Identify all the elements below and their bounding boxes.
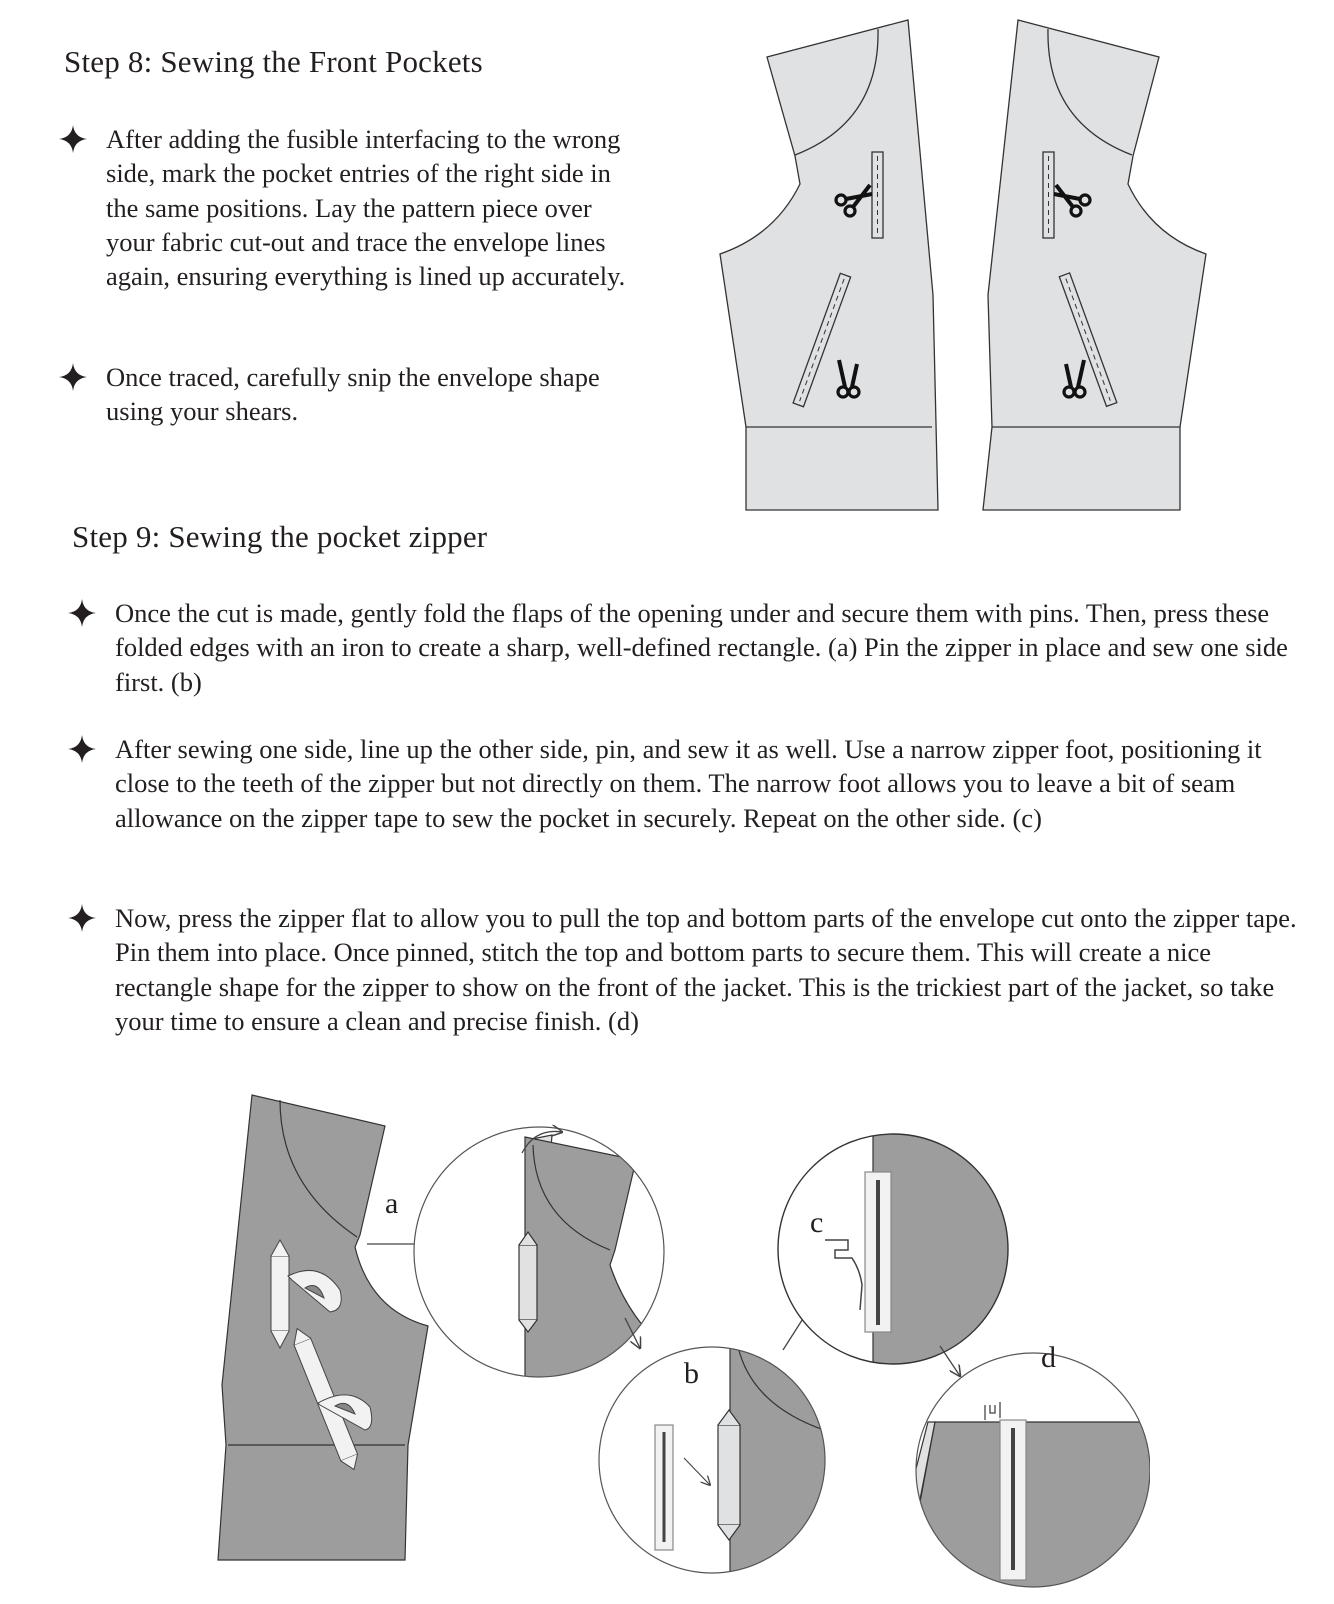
step-8-bullet <box>106 360 646 429</box>
arrow-icon <box>940 1346 960 1376</box>
jacket-front-piece <box>218 1095 428 1560</box>
label-c: c <box>810 1206 824 1239</box>
step-8-bullet <box>106 122 646 293</box>
front-pattern-pieces-figure <box>700 10 1260 520</box>
bullet-text: Once the cut is made, gently fold the flaps of the opening under and secure them with pins. Then, press these folded edges with an iron to create a sharp, well-defined rectangle. (a) Pin the zipper in place and sew one side first. (b) <box>115 598 1288 697</box>
four-point-star-icon <box>67 734 97 764</box>
detail-circle-c <box>778 1120 1023 1383</box>
zipper-steps-figure <box>200 1080 1150 1604</box>
label-a: a <box>385 1187 399 1220</box>
step-9-heading: Step 9: Sewing the pocket zipper <box>72 519 488 554</box>
four-point-star-icon <box>58 124 88 154</box>
bullet-text: After sewing one side, line up the other side, pin, and sew it as well. Use a narrow zipper foot, positioning it close to the teeth of the zipper but not directly on them. The narrow foot allows you to leave a bit of seam allowance on the zipper tape to sew the pocket in securely. Repeat on the other side. (c) <box>115 734 1262 833</box>
left-front-pattern-piece <box>720 20 938 510</box>
detail-circle-b <box>599 1340 840 1600</box>
step-9-bullet <box>115 732 1305 835</box>
label-b: b <box>684 1357 699 1390</box>
four-point-star-icon <box>67 903 97 933</box>
bullet-text: Once traced, carefully snip the envelope shape using your shears. <box>106 362 600 427</box>
bullet-text: After adding the fusible interfacing to the wrong side, mark the pocket entries of the right side in the same positions. Lay the pattern piece over your fabric cut-out and trace the envelope lines again, ensuring everything is lined up accurately. <box>106 124 626 292</box>
step-9-bullet <box>115 596 1305 699</box>
right-front-pattern-piece <box>983 20 1206 510</box>
label-d: d <box>1041 1341 1056 1374</box>
four-point-star-icon <box>67 598 97 628</box>
four-point-star-icon <box>58 362 88 392</box>
step-8-heading: Step 8: Sewing the Front Pockets <box>64 44 483 79</box>
detail-circle-d <box>908 1353 1150 1600</box>
bullet-text: Now, press the zipper flat to allow you to pull the top and bottom parts of the envelope cut onto the zipper tape. Pin them into place. Once pinned, stitch the top and bottom parts to secure them. This will create a nice rectangle shape for the zipper to show on the front of the jacket. This is the trickiest part of the jacket, so take your time to ensure a clean and precise finish. (d) <box>115 903 1297 1036</box>
step-9-bullet <box>115 901 1305 1038</box>
